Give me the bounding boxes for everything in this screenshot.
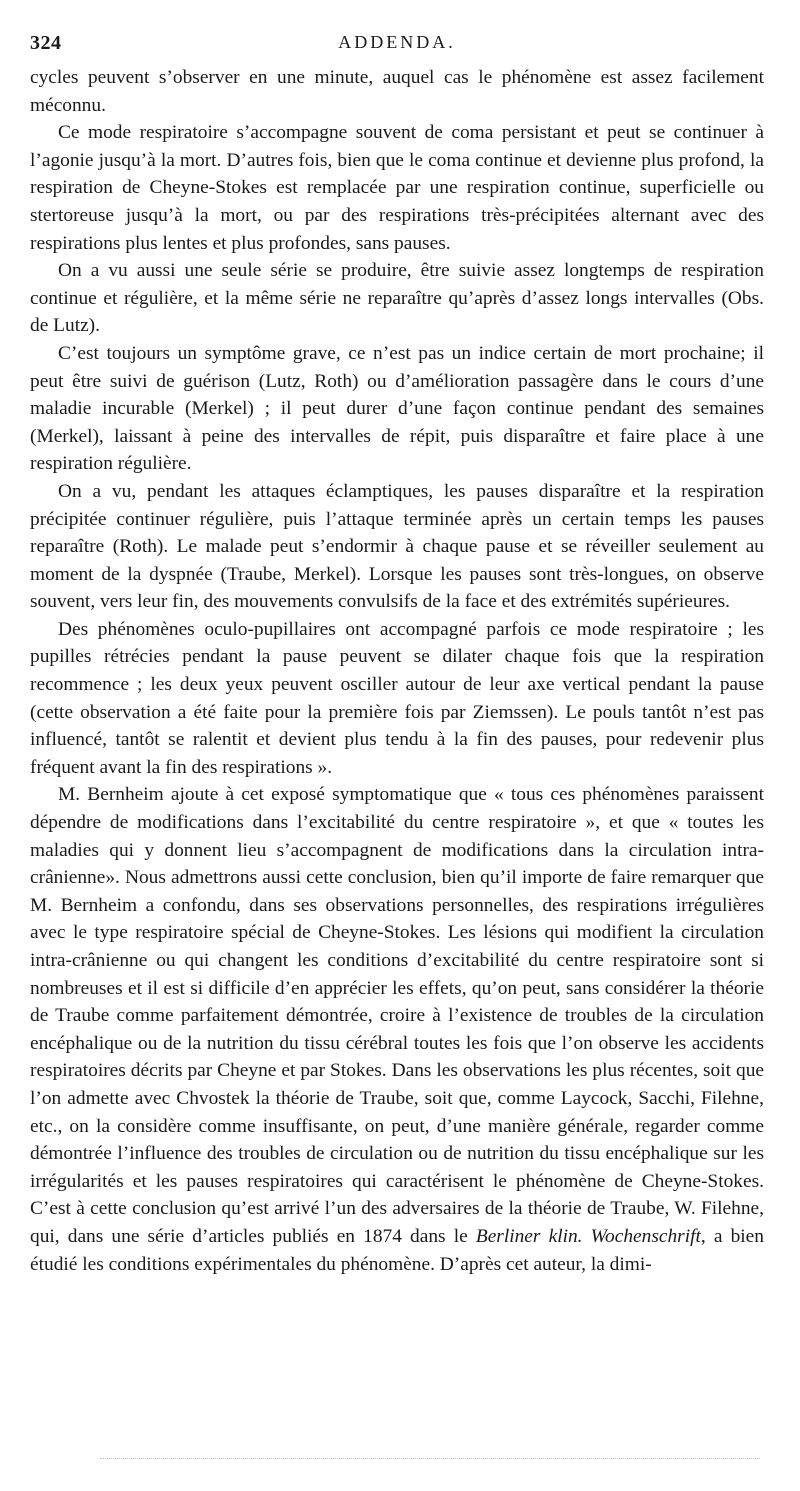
paragraph-text: Ce mode respiratoire s’accompagne souvent de coma persistant et peut se continuer à l’agonie jusqu’à la mort. D’autres fois, bien que le coma continue et devienne plus profond, la respiration de Cheyne-Stokes est remplacée par une respiration continue, superficielle ou stertoreuse jusqu’à la mort, ou par des respirations très-précipitées alternant avec des respirations plus lentes et plus profondes, sans pauses. — [30, 122, 764, 254]
paragraph-text: Des phénomènes oculo-pupillaires ont accompagné parfois ce mode respiratoire ; les pupilles rétrécies pendant la pause peuvent se dilater chaque fois que la respiration recommence ; les deux yeux peuvent osciller autour de leur axe vertical pendant la pause (cette observation a été faite pour la première fois par Ziemssen). Le pouls tantôt n’est pas influencé, tantôt se ralentit et devient plus tendu à la fin des pauses, pour redevenir plus fréquent avant la fin des respirations ». — [30, 618, 764, 778]
body-text — [30, 64, 764, 1278]
paragraph-text: cycles peuvent s’observer en une minute, auquel cas le phénomène est assez facilement méconnu. — [30, 67, 764, 116]
paragraph — [30, 616, 764, 782]
paragraph-text: On a vu, pendant les attaques éclamptiques, les pauses disparaître et la respiration précipitée continuer régulière, puis l’attaque terminée après un certain temps les pauses reparaître (Roth). Le malade peut s’endormir à chaque pause et se réveiller seulement au moment de la dyspnée (Traube, Merkel). Lorsque les pauses sont très-longues, on observe souvent, vers leur fin, des mouvements convulsifs de la face et des extrémités supérieures. — [30, 480, 764, 613]
footer-rule — [100, 1458, 760, 1459]
running-title: ADDENDA. — [338, 32, 456, 52]
paragraph-text: On a vu aussi une seule série se produire, être suivie assez longtemps de respiration continue et régulière, et la même série ne reparaître qu’après d’assez longs intervalles (Obs. de Lutz). — [30, 260, 764, 337]
paragraph — [30, 781, 764, 1278]
paragraph — [30, 119, 764, 257]
page-number: 324 — [30, 32, 62, 54]
running-head — [30, 28, 764, 58]
paragraph-text: C’est toujours un symptôme grave, ce n’est pas un indice certain de mort prochaine; il peut être suivi de guérison (Lutz, Roth) ou d’amélioration passagère dans le cours d’une maladie incurable (Merkel) ; il peut durer d’une façon continue pendant des semaines (Merkel), laissant à peine des intervalles de répit, puis disparaître et faire place à une respiration régulière. — [30, 342, 764, 475]
italic-citation: Berliner klin. Wochenschrift — [475, 1225, 701, 1247]
paragraph — [30, 64, 764, 119]
paragraph — [30, 478, 764, 616]
paragraph-text: , a bien étudié les conditions expérimentales du phénomène. D’après cet auteur, la dimi- — [30, 1225, 764, 1275]
document-page — [30, 28, 764, 1278]
paragraph — [30, 257, 764, 340]
paragraph — [30, 340, 764, 478]
paragraph-text: M. Bernheim ajoute à cet exposé symptomatique que « tous ces phénomènes paraissent dépendre de modifications dans l’excitabilité du centre respiratoire », et que « toutes les maladies qui y donnent lieu s’accompagnent de modifications dans la circulation intra-crânienne». Nous admettrons aussi cette conclusion, bien qu’il importe de faire remarquer que M. Bernheim a confondu, dans ses observations personnelles, des respirations irrégulières avec le type respiratoire spécial de Cheyne-Stokes. Les lésions qui modifient la circulation intra-crânienne ou qui changent les conditions d’excitabilité du centre respiratoire sont si nombreuses et il est si difficile d’en apprécier les effets, qu’on peut, sans considérer la théorie de Traube comme parfaitement démontrée, croire à l’existence de troubles de la circulation encéphalique ou de la nutrition du tissu cérébral toutes les fois que l’on observe les accidents respiratoires décrits par Cheyne et par Stokes. Dans les observations les plus récentes, soit que l’on admette avec Chvostek la théorie de Traube, soit que, comme Laycock, Sacchi, Filehne, etc., on la considère comme insuffisante, on peut, d’une manière générale, regarder comme démontrée l’influence des troubles de circulation ou de nutrition du tissu encéphalique sur les irrégularités et les pauses respiratoires qui caractérisent le phénomène de Cheyne-Stokes. C’est à cette conclusion qu’est arrivé l’un des adversaires de la théorie de Traube, W. Filehne, qui, dans une série d’articles publiés en 1874 dans le — [30, 784, 764, 1247]
